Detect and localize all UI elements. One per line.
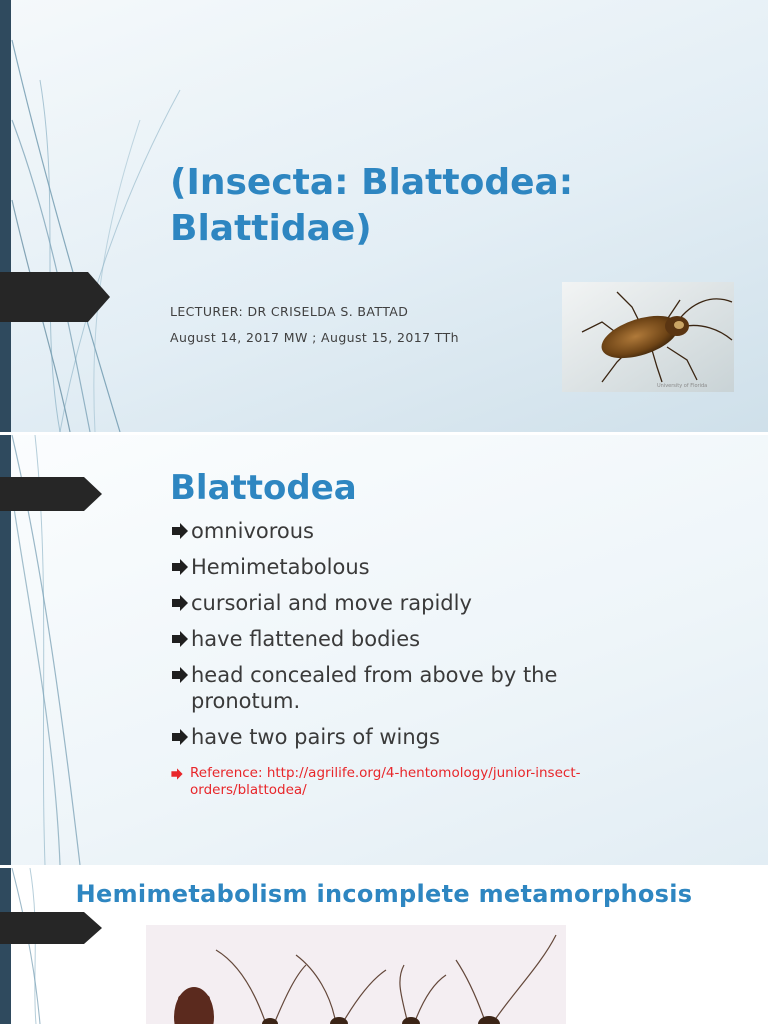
right-arrow-bullet-icon (170, 593, 190, 613)
title-line-2: Blattidae) (170, 208, 372, 249)
arrow-tab-icon (0, 912, 104, 944)
list-item: have flattened bodies (170, 626, 670, 652)
right-arrow-bullet-icon (170, 727, 190, 747)
right-arrow-bullet-icon (170, 665, 190, 685)
slide-title (170, 160, 590, 252)
lecturer-text: LECTURER: DR CRISELDA S. BATTAD (170, 304, 409, 319)
right-arrow-bullet-icon (170, 557, 190, 577)
right-arrow-bullet-icon (170, 767, 184, 781)
left-accent-bar (0, 0, 11, 432)
list-item: have two pairs of wings (170, 724, 670, 750)
list-item: Hemimetabolous (170, 554, 670, 580)
photo-caption: University of Florida (657, 383, 708, 389)
bullet-list (170, 518, 670, 760)
right-arrow-bullet-icon (170, 629, 190, 649)
reference-text: Reference: http://agrilife.org/4-hentomology/junior-insect-orders/blattodea/ (190, 765, 581, 798)
list-item: omnivorous (170, 518, 670, 544)
arrow-tab-icon (0, 477, 104, 511)
date-text: August 14, 2017 MW ; August 15, 2017 TTh (170, 330, 459, 345)
slide-title: Blattodea (170, 468, 357, 508)
nymph-stages-photo (146, 925, 566, 1024)
list-item: cursorial and move rapidly (170, 590, 670, 616)
right-arrow-bullet-icon (170, 521, 190, 541)
cockroach-photo (562, 282, 734, 392)
arrow-tab-icon (0, 272, 112, 322)
reference-link[interactable] (170, 765, 690, 799)
slide-title: Hemimetabolism incomplete metamorphosis (75, 880, 693, 908)
list-item: head concealed from above by the pronotum. (170, 662, 670, 714)
title-line-1: (Insecta: Blattodea: (170, 162, 574, 203)
title-slide (0, 0, 768, 432)
